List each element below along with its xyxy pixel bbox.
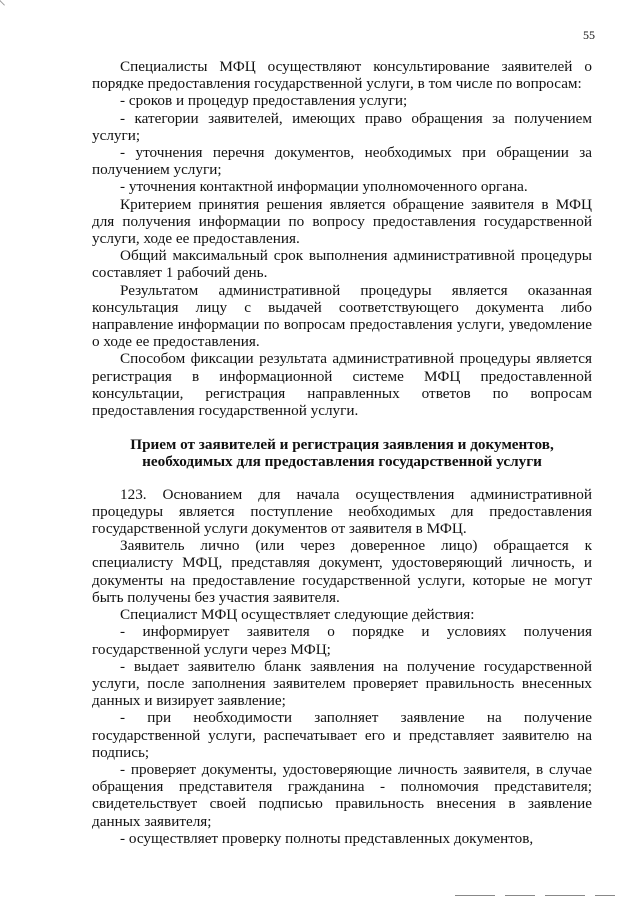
paragraph: 123. Основанием для начала осуществления административной процедуры является поступление необходимых для предоставления государственной услуги документов от заявителя в МФЦ. (92, 485, 592, 538)
section-heading: Прием от заявителей и регистрация заявления и документов, необходимых для предоставления государственной услуги (130, 436, 554, 471)
list-item: - при необходимости заполняет заявление на получение государственной услуги, распечатывает его и представляет заявителю на подпись; (92, 709, 592, 761)
list-item: - категории заявителей, имеющих право обращения за получением услуги; (92, 109, 592, 144)
list-item: - уточнения контактной информации уполномоченного органа. (120, 178, 528, 196)
list-item: - осуществляет проверку полноты представленных документов, (120, 829, 534, 847)
list-item: - выдает заявителю бланк заявления на получение государственной услуги, после заполнения заявителем проверяет правильность внесенных данных и визирует заявление; (92, 657, 592, 710)
paragraph: Заявитель лично (или через доверенное лицо) обращается к специалисту МФЦ, представляя документ, удостоверяющий личность, и документы на предоставление государственной услуги, которые не могут быть получены без участия заявителя. (92, 537, 592, 606)
list-item: - сроков и процедур предоставления услуги; (120, 92, 408, 110)
page-number: 55 (583, 28, 595, 42)
list-item: - проверяет документы, удостоверяющие личность заявителя, в случае обращения представителя гражданина - полномочия представителя; свидетельствует своей подписью правильность внесения в заявление данных заявителя; (92, 760, 592, 830)
paragraph: Специалисты МФЦ осуществляют консультирование заявителей о порядке предоставления государственной услуги, в том числе по вопросам: (92, 58, 592, 93)
paragraph: Способом фиксации результата административной процедуры является регистрация в информационной системе МФЦ предоставленной консультации, регистрация направленных ответов по вопросам предоставления государственной услуги. (92, 350, 592, 420)
document-body (92, 58, 592, 847)
list-item: - уточнения перечня документов, необходимых при обращении за получением услуги; (92, 144, 592, 179)
scan-corner-mark (0, 0, 5, 10)
scan-edge-artifact (0, 895, 637, 899)
paragraph: Результатом административной процедуры является оказанная консультация лицу с выдачей соответствующего документа либо направление информации по вопросам предоставления услуги, уведомление о ходе ее предоставления. (92, 281, 592, 351)
paragraph: Специалист МФЦ осуществляет следующие действия: (120, 606, 475, 624)
paragraph: Критерием принятия решения является обращение заявителя в МФЦ для получения информации по вопросу предоставления государственной услуги, ходе ее предоставления. (92, 195, 592, 248)
paragraph: Общий максимальный срок выполнения административной процедуры составляет 1 рабочий день. (92, 247, 592, 282)
list-item: - информирует заявителя о порядке и условиях получения государственной услуги через МФЦ; (92, 623, 592, 658)
